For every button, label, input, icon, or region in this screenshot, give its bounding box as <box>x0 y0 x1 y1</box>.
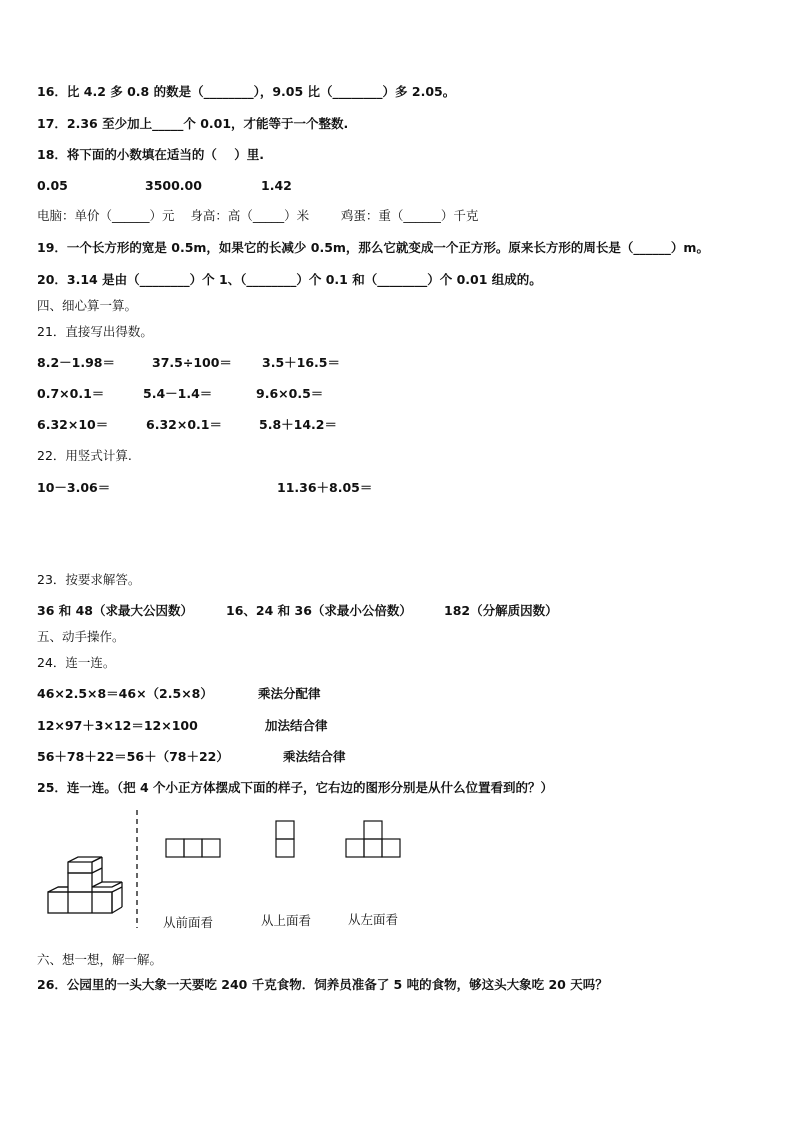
q24-right-item: 加法结合律 <box>265 718 328 733</box>
top-view-figure <box>275 820 295 858</box>
q24-right-item: 乘法分配律 <box>258 686 321 701</box>
q18-fill-blanks: 电脑：单价（______）元 身高：高（_____）米 鸡蛋：重（______）千克 <box>37 208 479 223</box>
dashed-divider <box>134 810 140 928</box>
q21-item: 6.32×10＝ <box>37 417 109 432</box>
view-label-left: 从左面看 <box>348 912 399 927</box>
q18-number-1: 0.05 <box>37 178 68 193</box>
q21-item: 5.8＋14.2＝ <box>259 417 337 432</box>
q21-item: 8.2－1.98＝ <box>37 355 115 370</box>
question-17: 17．2.36 至少加上_____个 0.01，才能等于一个整数. <box>37 116 349 131</box>
q24-left-item: 12×97＋3×12＝12×100 <box>37 718 198 733</box>
q24-left-item: 56＋78＋22＝56＋（78＋22） <box>37 749 229 764</box>
cube-stack-figure <box>40 852 130 918</box>
question-24: 24．连一连。 <box>37 655 116 670</box>
q23-item: 182（分解质因数） <box>444 603 558 618</box>
question-16: 16．比 4.2 多 0.8 的数是（________），9.05 比（________）多 2.05。 <box>37 84 456 99</box>
view-label-front: 从前面看 <box>163 915 214 930</box>
question-18: 18．将下面的小数填在适当的（ ）里. <box>37 147 265 162</box>
q24-right-item: 乘法结合律 <box>283 749 346 764</box>
q21-item: 37.5÷100＝ <box>152 355 232 370</box>
question-19: 19．一个长方形的宽是 0.5m，如果它的长减少 0.5m，那么它就变成一个正方形。原来长方形的周长是（______）m。 <box>37 240 709 255</box>
front-view-figure <box>165 838 221 858</box>
q21-item: 6.32×0.1＝ <box>146 417 222 432</box>
q18-number-3: 1.42 <box>261 178 292 193</box>
section-6-title: 六、想一想，解一解。 <box>37 952 163 967</box>
question-20: 20．3.14 是由（________）个 1、（________）个 0.1 和（________）个 0.01 组成的。 <box>37 272 542 287</box>
section-5-title: 五、动手操作。 <box>37 629 125 644</box>
section-4-title: 四、细心算一算。 <box>37 298 138 313</box>
question-23: 23．按要求解答。 <box>37 572 141 587</box>
q21-item: 5.4－1.4＝ <box>143 386 213 401</box>
q22-item: 10－3.06＝ <box>37 480 111 495</box>
q18-number-2: 3500.00 <box>145 178 202 193</box>
q23-item: 36 和 48（求最大公因数） <box>37 603 193 618</box>
q22-item: 11.36＋8.05＝ <box>277 480 373 495</box>
question-26: 26．公园里的一头大象一天要吃 240 千克食物．饲养员准备了 5 吨的食物，够这头大象吃 20 天吗？ <box>37 977 608 992</box>
q21-item: 9.6×0.5＝ <box>256 386 324 401</box>
view-label-top: 从上面看 <box>261 913 312 928</box>
q21-item: 3.5＋16.5＝ <box>262 355 340 370</box>
q24-left-item: 46×2.5×8＝46×（2.5×8） <box>37 686 213 701</box>
question-22: 22．用竖式计算. <box>37 448 132 463</box>
question-25: 25．连一连。（把 4 个小正方体摆成下面的样子，它右边的图形分别是从什么位置看到的？） <box>37 780 554 795</box>
q23-item: 16、24 和 36（求最小公倍数） <box>226 603 412 618</box>
q21-item: 0.7×0.1＝ <box>37 386 105 401</box>
left-view-figure <box>345 820 403 858</box>
question-21: 21．直接写出得数。 <box>37 324 153 339</box>
